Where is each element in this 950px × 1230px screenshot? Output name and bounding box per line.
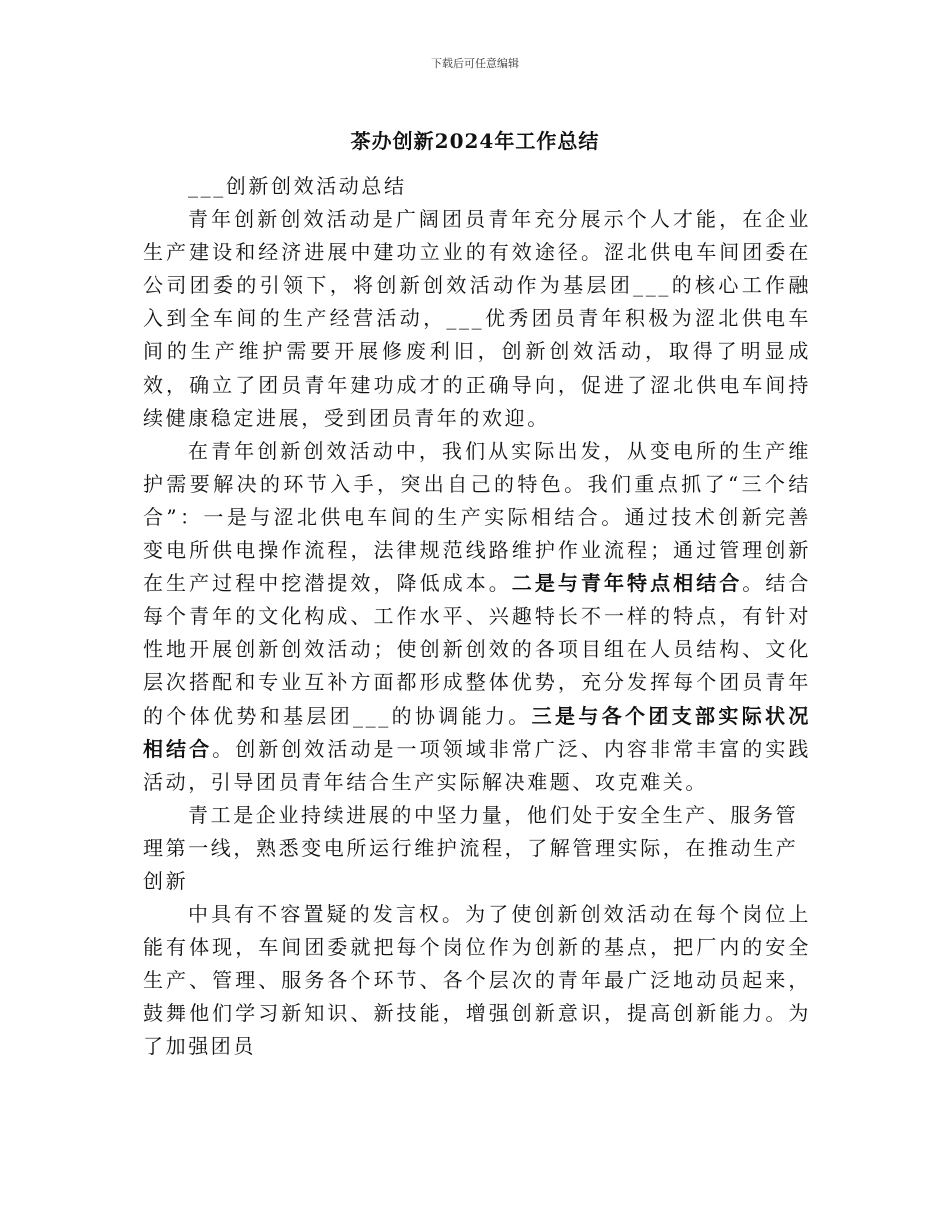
document-body — [143, 170, 811, 1064]
paragraph-2-bold-d: 三是与各个团支部实际状况相结合 — [143, 703, 811, 761]
subtitle-line: ___创新创效活动总结 — [188, 174, 407, 198]
paragraph-3: 青工是企业持续进展的中坚力量，他们处于安全生产、服务管理第一线，熟悉变电所运行维护流程，了解管理实际，在推动生产创新 — [143, 802, 799, 893]
paragraph-2-text-c: 。结合每个青年的文化构成、工作水平、兴趣特长不一样的特点，有针对性地开展创新创效活动；使创新创效的各项目组在人员结构、文化层次搭配和专业互补方面都形成整体优势，充分发挥每个团员青年的个体优势和基层团___的协调能力。 — [143, 571, 811, 728]
paragraph-2-text-a: 在青年创新创效活动中，我们从实际出发，从变电所的生产维护需要解决的环节入手，突出自己的特色。我们重点抓了“三个结合”：一是与涩北供电车间的生产实际相结合。通过技术创新完善变电所供电操作流程，法律规范线路维护作业流程；通过管理创新在生产过程中挖潜提效，降低成本。 — [143, 438, 811, 596]
paragraph-2-text-e: 。创新创效活动是一项领域非常广泛、内容非常丰富的实践活动，引导团员青年结合生产实际解决难题、攻克难关。 — [143, 736, 811, 794]
paragraph-2 — [143, 435, 811, 799]
paragraph-4: 中具有不容置疑的发言权。为了使创新创效活动在每个岗位上能有体现，车间团委就把每个岗位作为创新的基点，把厂内的安全生产、管理、服务各个环节、各个层次的青年最广泛地动员起来，鼓舞他们学习新知识、新技能，增强创新意识，提高创新能力。为了加强团员 — [143, 902, 811, 1059]
paragraph-1: 青年创新创效活动是广阔团员青年充分展示个人才能，在企业生产建设和经济进展中建功立业的有效途径。涩北供电车间团委在公司团委的引领下，将创新创效活动作为基层团___的核心工作融入到全车间的生产经营活动，___优秀团员青年积极为涩北供电车间的生产维护需要开展修废利旧，创新创效活动，取得了明显成效，确立了团员青年建功成才的正确导向，促进了涩北供电车间持续健康稳定进展，受到团员青年的欢迎。 — [143, 207, 811, 430]
paragraph-2-bold-b: 二是与青年特点相结合 — [511, 571, 743, 596]
document-title: 茶办创新2024年工作总结 — [350, 129, 600, 153]
page-header-note: 下载后可任意编辑 — [431, 57, 519, 70]
